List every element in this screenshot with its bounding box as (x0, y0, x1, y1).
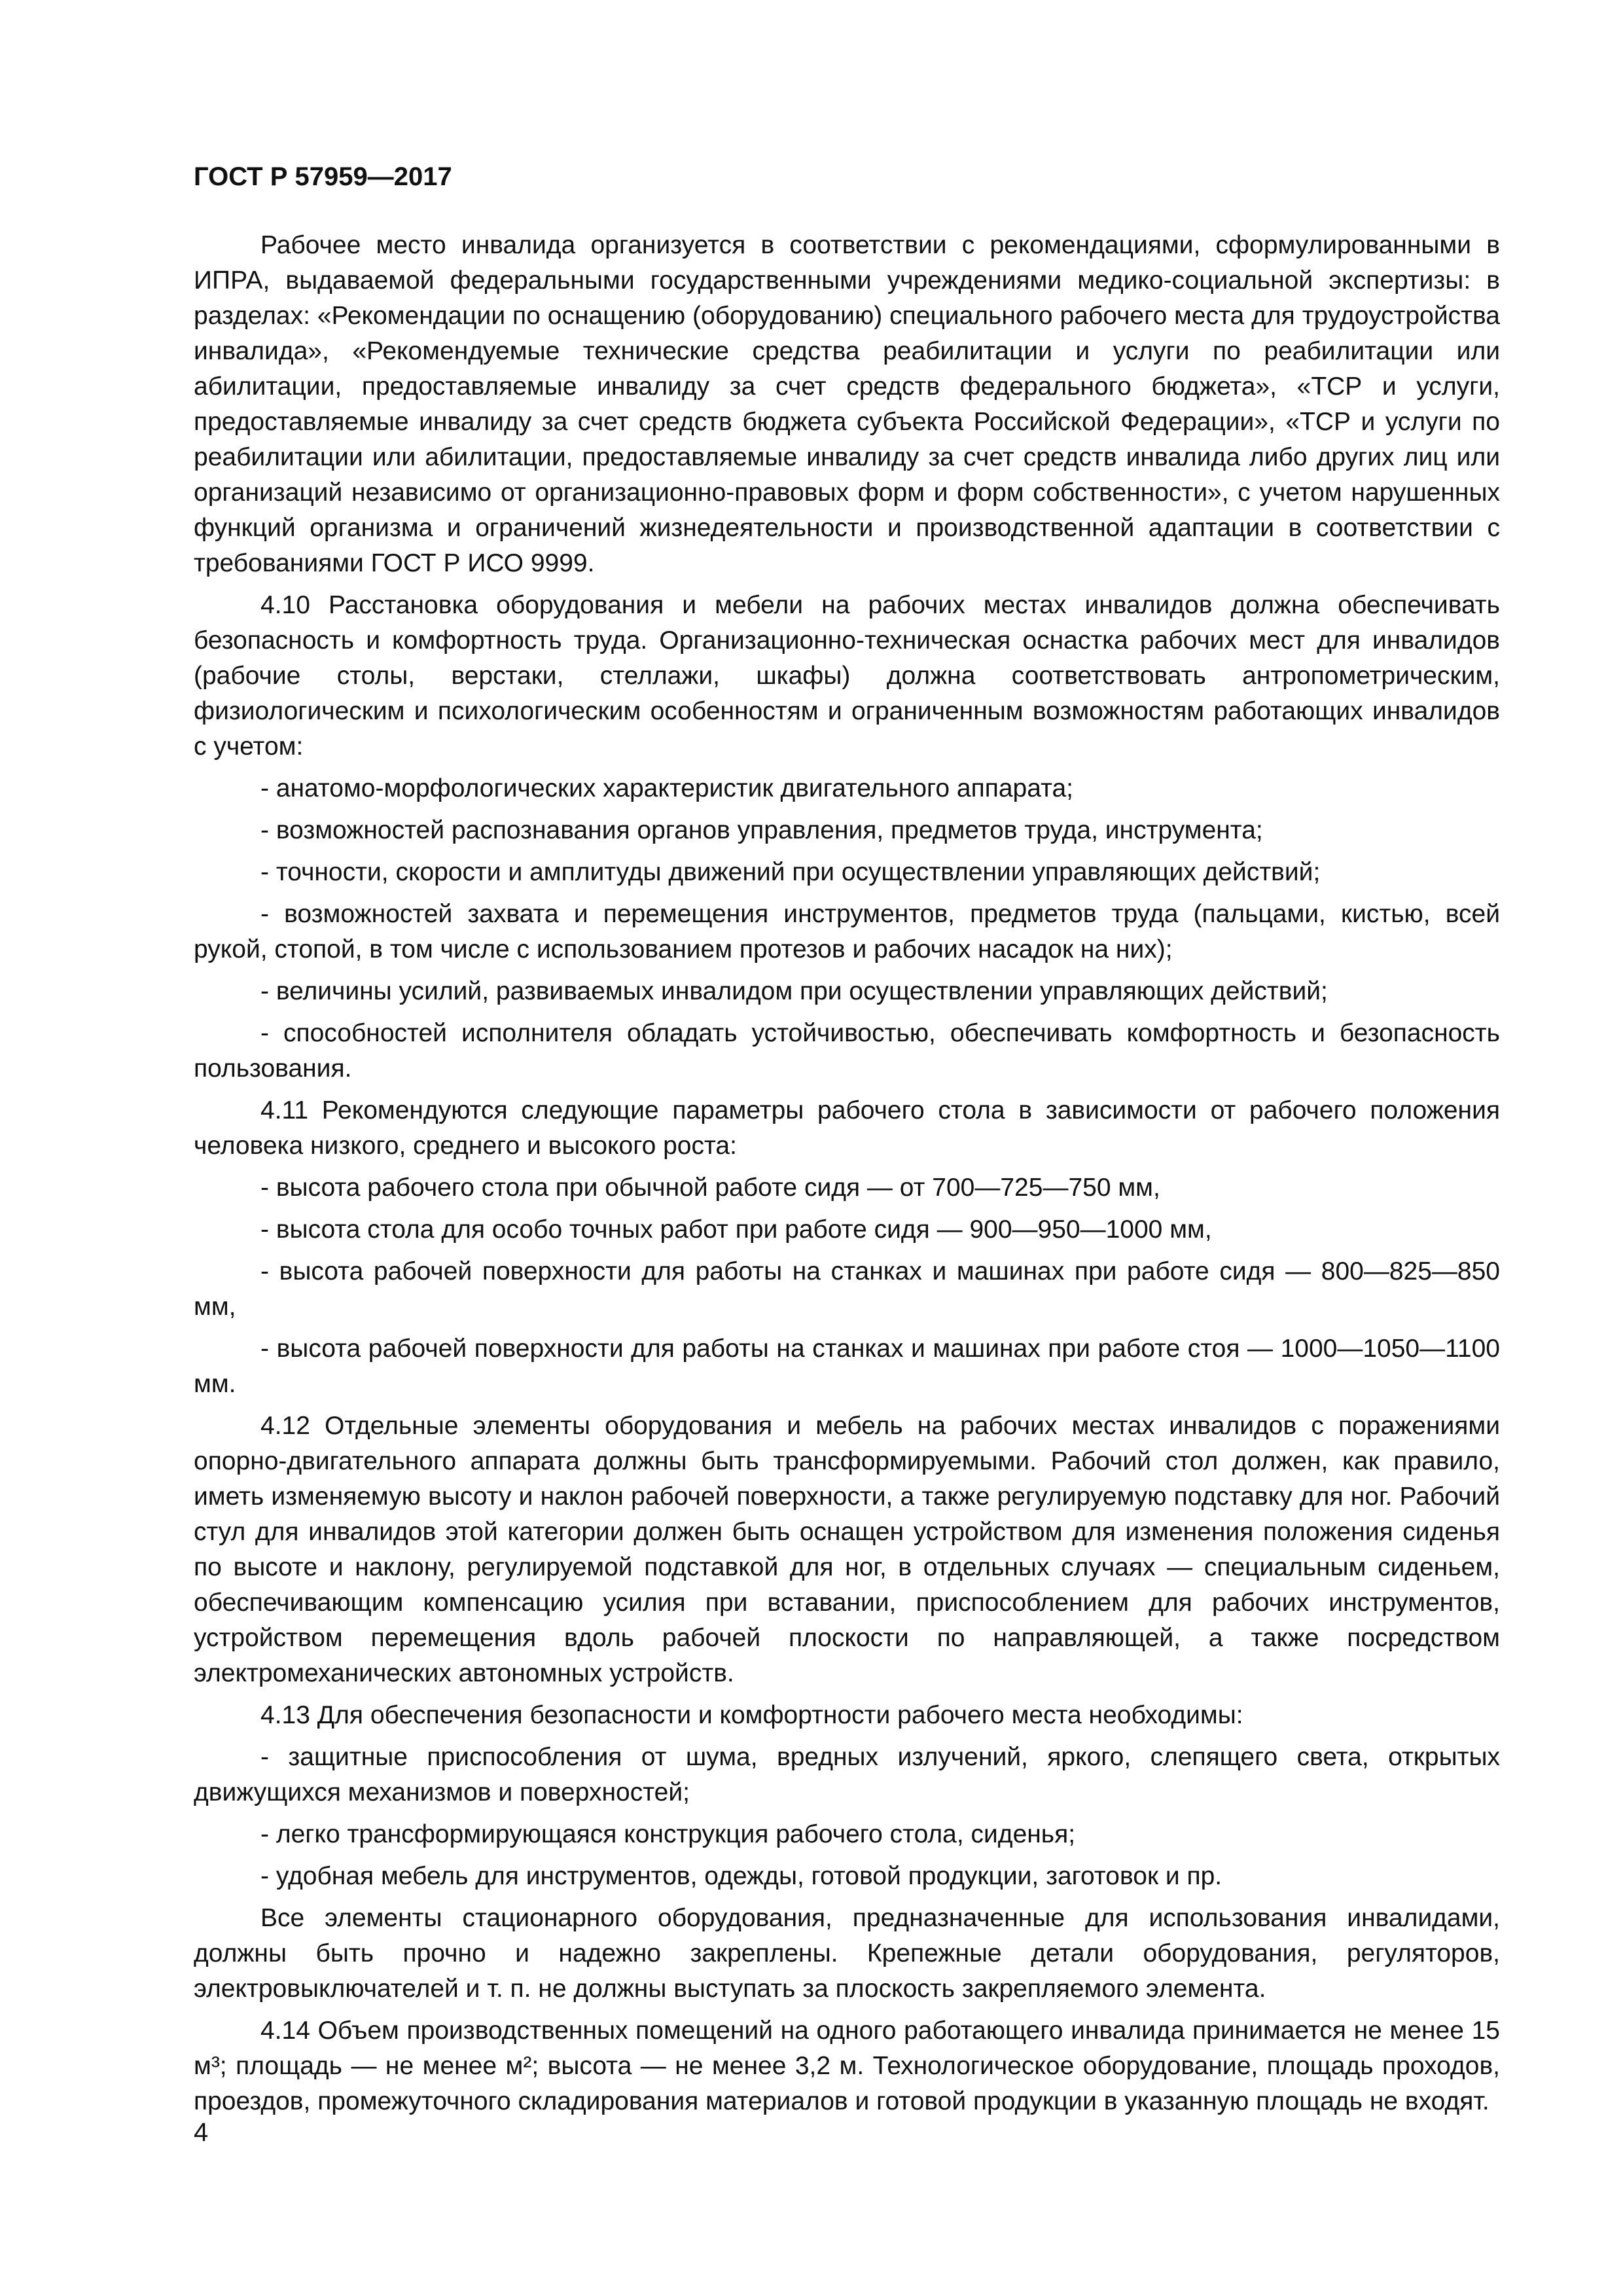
paragraph-4-10: 4.10 Расстановка оборудования и мебели на рабочих местах инвалидов должна обеспечивать безопасность и комфортность труда. Организационно-техническая оснастка рабочих мест для инвалидов (рабочие столы, верстаки, стеллажи, шкафы) должна соответствовать антропометрическим, физиологическим и психологическим особенностям и ограниченным возможностям работающих инвалидов с учетом: (194, 591, 1500, 761)
paragraph-4-11: 4.11 Рекомендуются следующие параметры рабочего стола в зависимости от рабочего положения человека низкого, среднего и высокого роста: (194, 1096, 1500, 1160)
paragraph-4-12: 4.12 Отдельные элементы оборудования и мебель на рабочих местах инвалидов с поражениями опорно-двигательного аппарата должны быть трансформируемыми. Рабочий стол должен, как правило, иметь изменяемую высоту и наклон рабочей поверхности, а также регулируемую подставку для ног. Рабочий стул для инвалидов этой категории должен быть оснащен устройством для изменения положения сиденья по высоте и наклону, регулируемой подставкой для ног, в отдельных случаях — специальным сиденьем, обеспечивающим компенсацию усилия при вставании, приспособлением для рабочих инструментов, устройством перемещения вдоль рабочей плоскости по направляющей, а также посредством электромеханических автономных устройств. (194, 1412, 1500, 1687)
paragraph-intro: Рабочее место инвалида организуется в соответствии с рекомендациями, сформулированными в ИПРА, выдаваемой федеральными государственными учреждениями медико-социальной экспертизы: в разделах: «Рекомендации по оснащению (оборудованию) специального рабочего места для трудоустройства инвалида», «Рекомендуемые технические средства реабилитации и услуги по реабилитации или абилитации, предоставляемые инвалиду за счет средств федерального бюджета», «ТСР и услуги, предоставляемые инвалиду за счет средств бюджета субъекта Российской Федерации», «ТСР и услуги по реабилитации или абилитации, предоставляемые инвалиду за счет средств инвалида либо других лиц или организаций независимо от организационно-правовых форм и форм собственности», с учетом нарушенных функций организма и ограничений жизнедеятельности и производственной адаптации в соответствии с требованиями ГОСТ Р ИСО 9999. (194, 231, 1500, 577)
list-item: - высота рабочей поверхности для работы на станках и машинах при работе сидя — 800—825—850 мм, (194, 1257, 1500, 1321)
document-body (194, 228, 1500, 2126)
paragraph-4-13: 4.13 Для обеспечения безопасности и комфортности рабочего места необходимы: (260, 1701, 1243, 1729)
paragraph-fixing: Все элементы стационарного оборудования, предназначенные для использования инвалидами, должны быть прочно и надежно закреплены. Крепежные детали оборудования, регуляторов, электровыключателей и т. п. не должны выступать за плоскость закрепляемого элемента. (194, 1904, 1500, 2003)
paragraph-4-14: 4.14 Объем производственных помещений на одного работающего инвалида принимается не менее 15 м³; площадь — не менее м²; высота — не менее 3,2 м. Технологическое оборудование, площадь проходов, проездов, промежуточного складирования материалов и готовой продукции в указанную площадь не входят. (194, 2017, 1500, 2115)
document-header: ГОСТ Р 57959—2017 (194, 162, 452, 191)
list-item: - удобная мебель для инструментов, одежды, готовой продукции, заготовок и пр. (260, 1862, 1222, 1890)
page-number: 4 (194, 2118, 209, 2147)
list-item: - защитные приспособления от шума, вредных излучений, яркого, слепящего света, открытых движущихся механизмов и поверхностей; (194, 1743, 1500, 1806)
list-item: - возможностей захвата и перемещения инструментов, предметов труда (пальцами, кистью, всей рукой, стопой, в том числе с использованием протезов и рабочих насадок на них); (194, 900, 1500, 963)
list-item: - анатомо-морфологических характеристик двигательного аппарата; (260, 774, 1074, 802)
list-item: - возможностей распознавания органов управления, предметов труда, инструмента; (260, 816, 1263, 844)
list-item: - величины усилий, развиваемых инвалидом при осуществлении управляющих действий; (260, 977, 1328, 1005)
list-item: - высота рабочей поверхности для работы на станках и машинах при работе стоя — 1000—1050—1100 мм. (194, 1335, 1500, 1398)
list-item: - способностей исполнителя обладать устойчивостью, обеспечивать комфортность и безопасность пользования. (194, 1019, 1500, 1083)
list-item: - легко трансформирующаяся конструкция рабочего стола, сиденья; (260, 1820, 1076, 1848)
list-item: - высота стола для особо точных работ при работе сидя — 900—950—1000 мм, (260, 1215, 1212, 1244)
list-item: - высота рабочего стола при обычной работе сидя — от 700—725—750 мм, (260, 1174, 1160, 1202)
list-item: - точности, скорости и амплитуды движений при осуществлении управляющих действий; (260, 858, 1321, 886)
